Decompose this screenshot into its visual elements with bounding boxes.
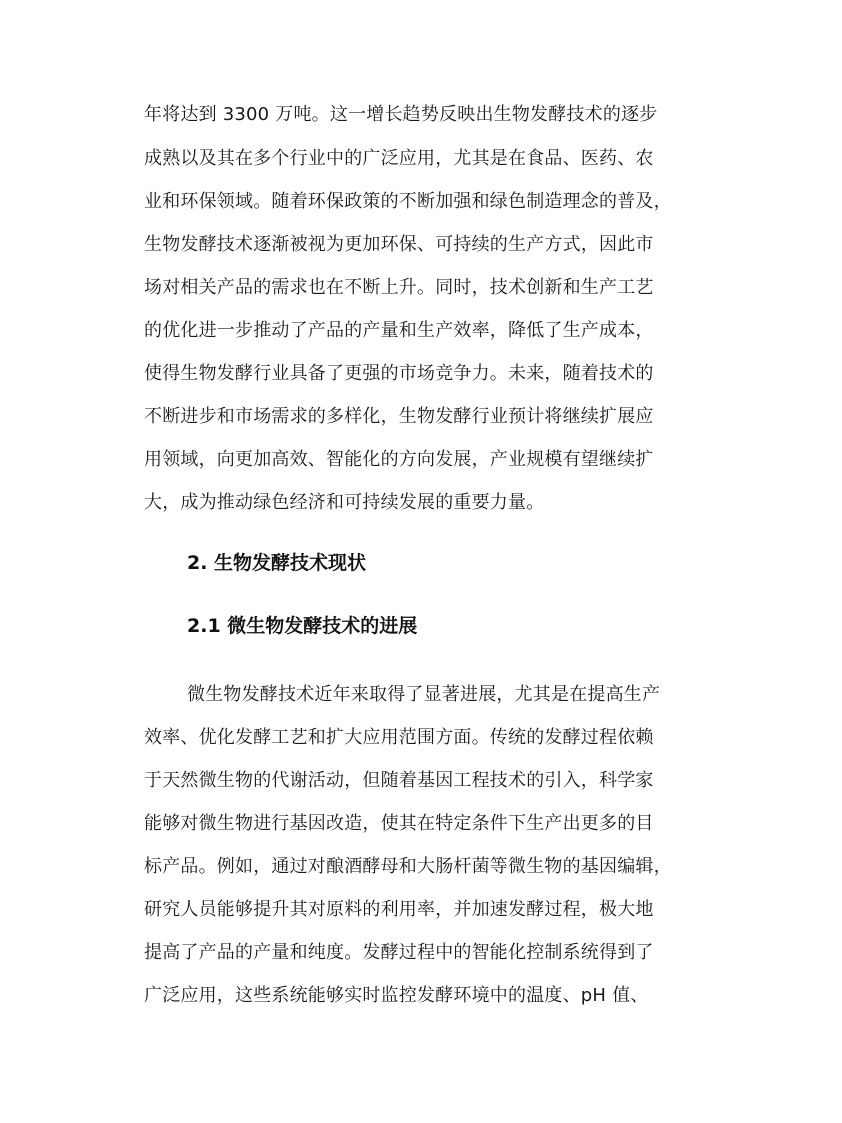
section-heading: 2. 生物发酵技术现状 bbox=[187, 552, 367, 574]
paragraph-line: 业和环保领域。随着环保政策的不断加强和绿色制造理念的普及， bbox=[144, 191, 672, 212]
paragraph-line: 成熟以及其在多个行业中的广泛应用，尤其是在食品、医药、农 bbox=[144, 148, 654, 169]
paragraph-line: 用领域，向更加高效、智能化的方向发展，产业规模有望继续扩 bbox=[144, 449, 654, 470]
paragraph-line: 效率、优化发酵工艺和扩大应用范围方面。传统的发酵过程依赖 bbox=[144, 727, 654, 748]
paragraph-line: 的优化进一步推动了产品的产量和生产效率，降低了生产成本， bbox=[144, 320, 654, 341]
paragraph-line: 广泛应用，这些系统能够实时监控发酵环境中的温度、pH 值、 bbox=[144, 985, 649, 1006]
paragraph-line: 使得生物发酵行业具备了更强的市场竞争力。未来，随着技术的 bbox=[144, 363, 654, 384]
paragraph-line: 于天然微生物的代谢活动，但随着基因工程技术的引入，科学家 bbox=[144, 770, 654, 791]
paragraph-line: 场对相关产品的需求也在不断上升。同时，技术创新和生产工艺 bbox=[144, 277, 654, 298]
paragraph-line: 标产品。例如，通过对酿酒酵母和大肠杆菌等微生物的基因编辑， bbox=[144, 856, 672, 877]
paragraph-line: 年将达到 3300 万吨。这一增长趋势反映出生物发酵技术的逐步 bbox=[144, 104, 658, 125]
paragraph-line: 不断进步和市场需求的多样化，生物发酵行业预计将继续扩展应 bbox=[144, 406, 654, 427]
paragraph-line: 大，成为推动绿色经济和可持续发展的重要力量。 bbox=[144, 492, 545, 513]
paragraph-line: 能够对微生物进行基因改造，使其在特定条件下生产出更多的目 bbox=[144, 813, 654, 834]
paragraph-line: 研究人员能够提升其对原料的利用率，并加速发酵过程，极大地 bbox=[144, 899, 654, 920]
paragraph-line: 提高了产品的产量和纯度。发酵过程中的智能化控制系统得到了 bbox=[144, 942, 654, 963]
paragraph-line: 微生物发酵技术近年来取得了显著进展，尤其是在提高生产 bbox=[187, 684, 661, 705]
paragraph-line: 生物发酵技术逐渐被视为更加环保、可持续的生产方式，因此市 bbox=[144, 234, 654, 255]
subsection-heading: 2.1 微生物发酵技术的进展 bbox=[187, 615, 418, 637]
